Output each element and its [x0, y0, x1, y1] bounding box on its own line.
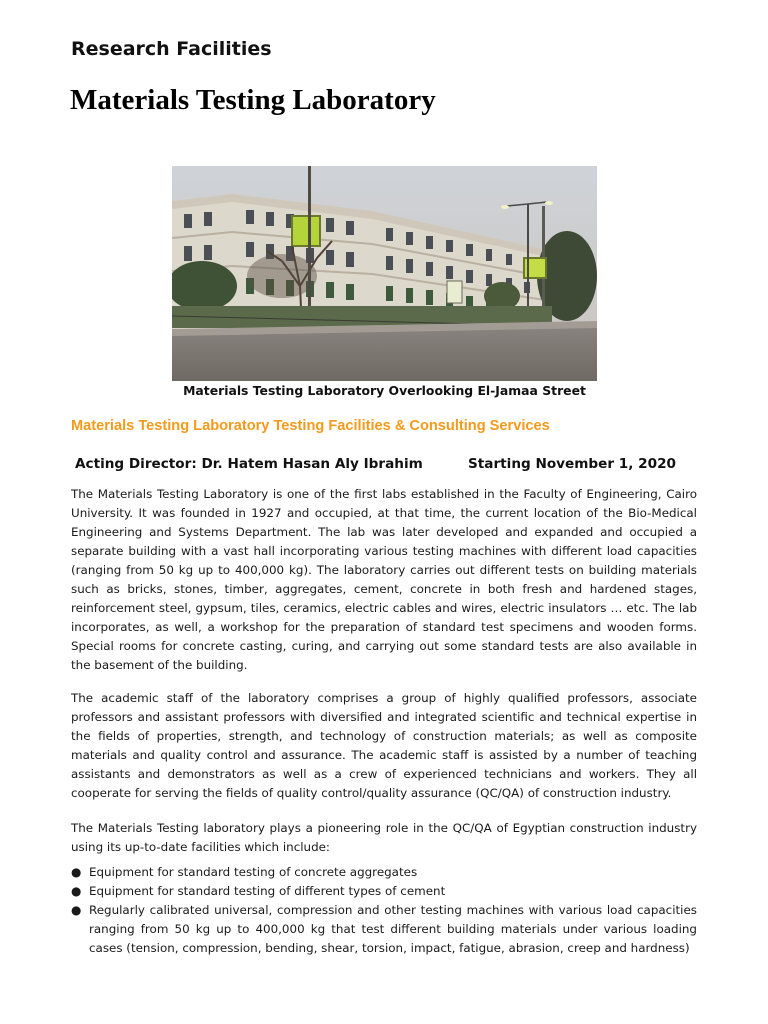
- paragraph-qcqa-role: The Materials Testing laboratory plays a pioneering role in the QC/QA of Egyptian construction industry using its up-to-date facilities which include:: [71, 821, 697, 854]
- list-item: [71, 901, 697, 958]
- list-item: [71, 863, 697, 882]
- page-title: Materials Testing Laboratory: [70, 84, 436, 116]
- bullet-icon: ●: [71, 865, 82, 879]
- photo-caption: Materials Testing Laboratory Overlooking El-Jamaa Street: [183, 383, 586, 398]
- facilities-list: [71, 863, 697, 958]
- section-heading: Research Facilities: [71, 38, 272, 60]
- list-item-text: Equipment for standard testing of concrete aggregates: [89, 865, 418, 879]
- bullet-icon: ●: [71, 903, 82, 917]
- services-subheading: Materials Testing Laboratory Testing Facilities & Consulting Services: [71, 418, 550, 434]
- acting-director-line: [75, 456, 695, 472]
- director-start-date: Starting November 1, 2020: [468, 456, 677, 472]
- paragraph-history: The Materials Testing Laboratory is one of the first labs established in the Faculty of Engineering, Cairo University. It was founded in 1927 and occupied, at that time, the current location of the Bio-Medical Engineering and Systems Department. The lab was later developed and expanded and occupied a separate building with a vast hall incorporating various testing machines with different load capacities (ranging from 50 kg up to 400,000 kg). The laboratory carries out different tests on building materials such as bricks, stones, timber, aggregates, cement, concrete in both fresh and hardened stages, reinforcement steel, gypsum, tiles, ceramics, electric cables and wires, electric insulators … etc. The lab incorporates, as well, a workshop for the preparation of standard test specimens and wooden forms. Special rooms for concrete casting, curing, and carrying out some standard tests are also available in the basement of the building.: [71, 487, 697, 672]
- list-item-text: Equipment for standard testing of different types of cement: [89, 884, 446, 898]
- laboratory-building-photo: [172, 166, 597, 381]
- list-item: [71, 882, 697, 901]
- bullet-icon: ●: [71, 884, 82, 898]
- paragraph-academic-staff: The academic staff of the laboratory comprises a group of highly qualified professors, associate professors and assistant professors with diversified and integrated scientific and technical expertise in the fields of properties, strength, and technology of construction materials; as well as composite materials and quality control and assurance. The academic staff is assisted by a number of teaching assistants and demonstrators as well as a crew of experienced technicians and workers. They all cooperate for serving the fields of quality control/quality assurance (QC/QA) of construction industry.: [71, 691, 697, 800]
- list-item-text: Regularly calibrated universal, compression and other testing machines with various load capacities ranging from 50 kg up to 400,000 kg that test different building materials under various loading cases (tension, compression, bending, shear, torsion, impact, fatigue, abrasion, creep and hardness): [89, 903, 697, 955]
- acting-director-name: Acting Director: Dr. Hatem Hasan Aly Ibrahim: [75, 456, 423, 472]
